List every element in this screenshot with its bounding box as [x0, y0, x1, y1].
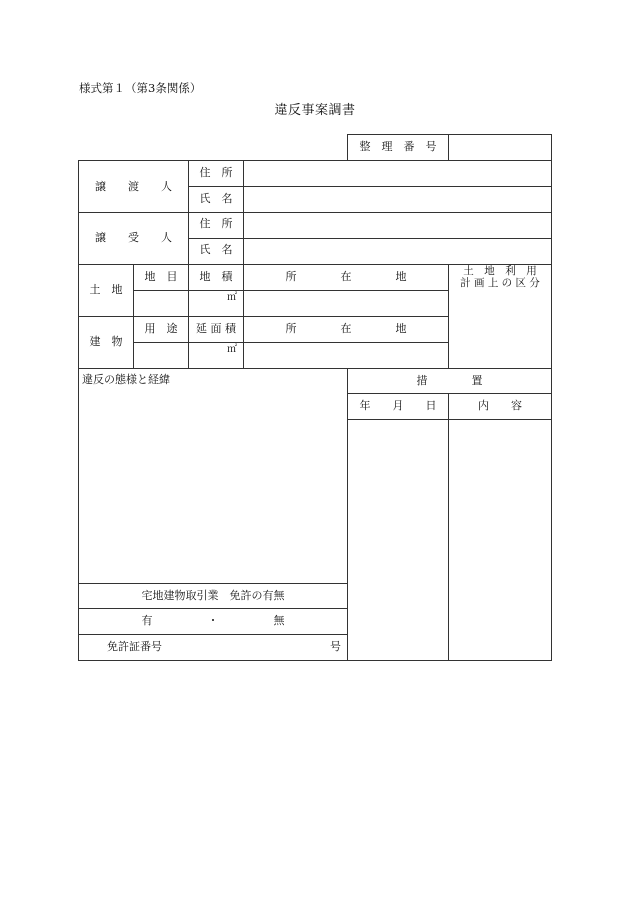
reference-number-field[interactable]: [449, 135, 551, 160]
transferee-name-label: 氏 名: [199, 243, 233, 256]
floor-area-unit: ㎡: [227, 344, 237, 355]
license-number-label: 免許証番号: [107, 640, 162, 653]
transferee-address-field[interactable]: [244, 213, 551, 238]
land-location-label: 所 在 地: [285, 270, 407, 283]
measures-date-field[interactable]: [348, 420, 448, 660]
form-title: 違反事案調書: [274, 103, 356, 118]
usage-label: 用 途: [144, 322, 178, 335]
land-use-plan-label-line1: 土 地 利 用: [463, 265, 537, 277]
land-category-label: 地 目: [144, 270, 178, 283]
transferor-name-label: 氏 名: [199, 192, 233, 205]
floor-area-label: 延 面 積: [196, 322, 236, 335]
measures-label: 措 置: [416, 374, 483, 387]
license-number-field[interactable]: [170, 635, 325, 660]
land-use-plan-label: [449, 265, 551, 289]
transferor-address-field[interactable]: [244, 161, 551, 186]
land-area-unit: ㎡: [227, 292, 237, 303]
violation-details-label: 違反の態様と経緯: [82, 373, 170, 386]
building-location-field[interactable]: [244, 343, 448, 368]
measures-content-field[interactable]: [449, 420, 551, 660]
land-use-plan-field[interactable]: [449, 291, 551, 368]
building-location-label: 所 在 地: [285, 322, 407, 335]
license-options[interactable]: 有 ・ 無: [141, 614, 285, 627]
measures-date-label: 年 月 日: [359, 399, 437, 412]
license-number-suffix: 号: [330, 640, 341, 653]
usage-field[interactable]: [134, 343, 188, 368]
measures-content-label: 内 容: [478, 399, 522, 412]
reference-number-label: 整 理 番 号: [359, 140, 437, 153]
land-location-field[interactable]: [244, 291, 448, 316]
transferor-label: 譲 渡 人: [95, 180, 172, 193]
form-number: 様式第１（第3条関係）: [79, 81, 202, 95]
building-label: 建 物: [89, 335, 123, 348]
transferee-label: 譲 受 人: [95, 231, 172, 244]
transferor-address-label: 住 所: [199, 166, 233, 179]
transferee-address-label: 住 所: [199, 217, 233, 230]
transferor-name-field[interactable]: [244, 187, 551, 212]
land-area-label: 地 積: [199, 270, 233, 283]
transferee-name-field[interactable]: [244, 239, 551, 264]
land-category-field[interactable]: [134, 291, 188, 316]
violation-details-field[interactable]: [79, 390, 347, 583]
land-use-plan-label-line2: 計 画 上 の 区 分: [460, 277, 540, 289]
license-status-label: 宅地建物取引業 免許の有無: [141, 589, 285, 602]
land-label: 土 地: [89, 283, 123, 296]
